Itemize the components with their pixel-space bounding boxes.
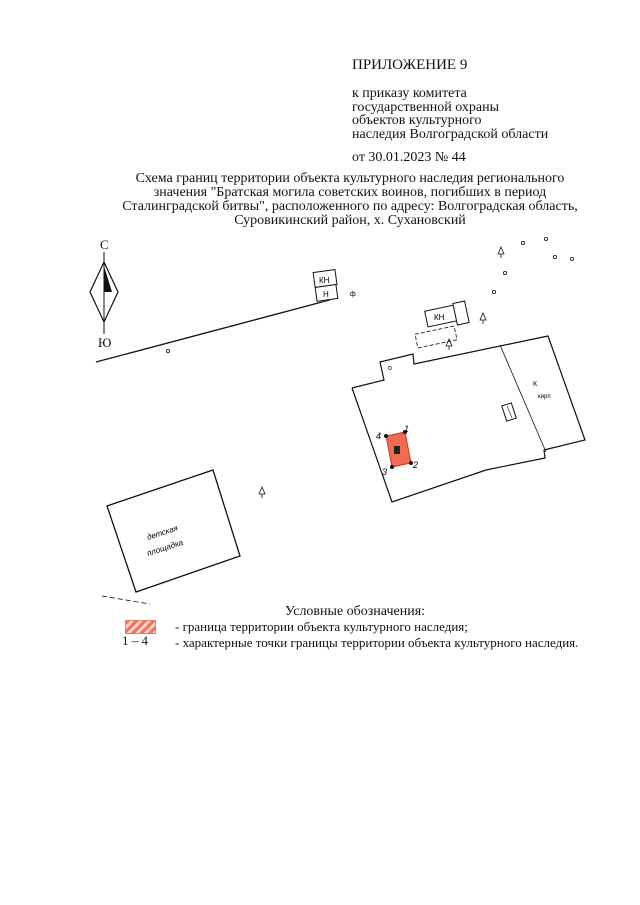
road-line — [96, 302, 322, 362]
playground-label: площадка — [145, 537, 185, 558]
order-line: наследия Волгоградской области — [352, 126, 549, 142]
street-label: К — [533, 381, 538, 388]
point-label: 2 — [413, 460, 419, 470]
street-label: кирп — [538, 394, 551, 400]
legend-points-range: 1 – 4 — [122, 633, 148, 648]
playground-label: детская — [145, 523, 179, 542]
map-title-line: Суровикинский район, х. Сухановский — [234, 213, 466, 228]
order-line: государственной охраны — [352, 99, 500, 115]
point-label: 3 — [382, 467, 388, 477]
legend-boundary-swatch — [125, 620, 156, 634]
legend-item-points: - характерные точки границы территории объекта культурного наследия. — [175, 635, 579, 650]
building-label: Н — [323, 290, 329, 299]
map-title-line: значения "Братская могила советских воинов, погибших в период — [153, 185, 547, 200]
legend-item-boundary: - граница территории объекта культурного наследия; — [175, 619, 468, 634]
marker-icon: о — [388, 365, 392, 372]
point-marker-icon — [166, 237, 573, 352]
order-line: объектов культурного — [352, 113, 482, 128]
parcel-boundary — [352, 336, 585, 502]
order-date: от 30.01.2023 № 44 — [352, 150, 466, 165]
shed-dashed — [415, 326, 457, 348]
boundary-point — [384, 434, 388, 438]
map-title-line: Сталинградской битвы", расположенного по адресу: Волгоградская область, — [122, 199, 578, 214]
building-label: КН — [434, 313, 445, 322]
map-title-line: Схема границ территории объекта культурного наследия регионального — [135, 171, 565, 186]
porch — [502, 403, 516, 421]
north-label: С — [100, 237, 109, 252]
dashed-path — [102, 596, 150, 604]
marker-icon: ф — [350, 291, 356, 298]
order-line: к приказу комитета — [352, 86, 467, 101]
point-label: 4 — [376, 431, 382, 441]
building-label: КН — [319, 276, 330, 285]
legend-title: Условные обозначения: — [285, 604, 426, 619]
compass-arrow-icon — [90, 252, 118, 334]
boundary-point — [390, 465, 394, 469]
tree-icon — [259, 247, 504, 498]
appendix-title: ПРИЛОЖЕНИЕ 9 — [352, 57, 468, 73]
monument-icon — [394, 446, 400, 454]
south-label: Ю — [98, 335, 112, 350]
point-label: 1 — [404, 424, 410, 434]
